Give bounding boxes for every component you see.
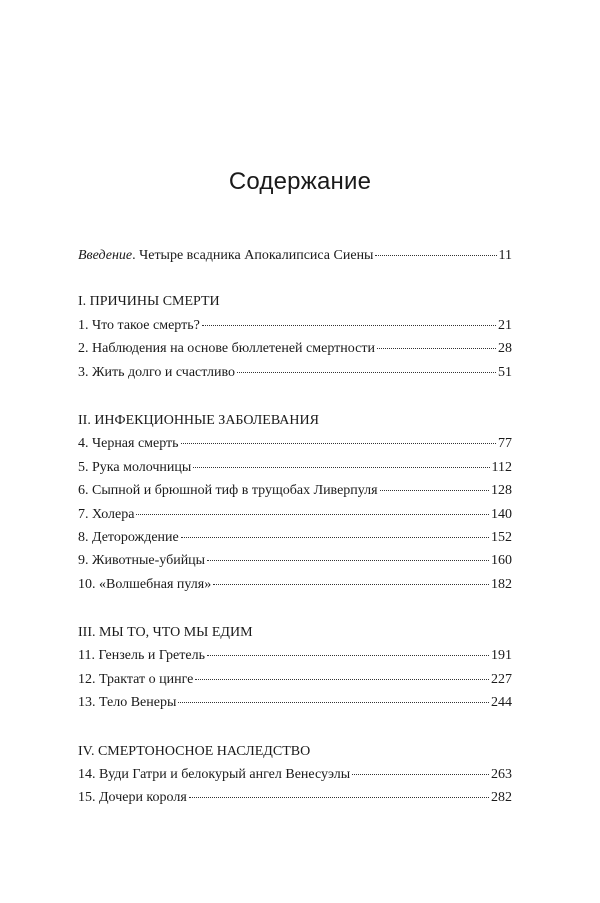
toc-entry-label: 8. Деторождение (78, 529, 179, 545)
toc-entry[interactable] (78, 337, 512, 360)
section-heading: II. ИНФЕКЦИОННЫЕ ЗАБОЛЕВАНИЯ (78, 412, 319, 428)
toc-entry[interactable] (78, 644, 512, 667)
toc-page-number: 51 (498, 364, 512, 380)
toc-entry[interactable] (78, 526, 512, 549)
toc-entry-label: 2. Наблюдения на основе бюллетеней смертности (78, 341, 375, 357)
toc-page-number: 152 (491, 529, 512, 545)
toc-entry[interactable] (78, 314, 512, 337)
toc-page-number: 11 (498, 248, 512, 263)
dot-leader (207, 560, 489, 561)
page-title: Содержание (228, 168, 372, 195)
intro-italic-label: Введение (78, 248, 133, 263)
section-heading: I. ПРИЧИНЫ СМЕРТИ (78, 294, 220, 310)
toc-entry[interactable] (78, 786, 512, 809)
dot-leader (380, 490, 489, 491)
dot-leader (352, 774, 489, 775)
toc-entry[interactable] (78, 479, 512, 502)
dot-leader (202, 325, 496, 326)
toc-entry-label: 5. Рука молочницы (78, 459, 192, 475)
dot-leader (237, 372, 496, 373)
toc-page-number: 128 (491, 483, 512, 499)
dot-leader (181, 537, 489, 538)
table-of-contents (78, 244, 512, 810)
section-heading: IV. СМЕРТОНОСНОЕ НАСЛЕДСТВО (78, 743, 311, 759)
dot-leader (189, 797, 489, 798)
toc-entry-label: 11. Гензель и Гретель (78, 648, 205, 664)
dot-leader (213, 584, 489, 585)
toc-entry-label: 12. Трактат о цинге (78, 671, 194, 687)
toc-entry-label (78, 244, 373, 267)
toc-entry-label: 9. Животные-убийцы (78, 553, 206, 569)
toc-entry-label: 6. Сыпной и брюшной тиф в трущобах Ливерпуля (78, 483, 378, 499)
dot-leader (195, 679, 489, 680)
toc-entry[interactable] (78, 456, 512, 479)
toc-entry[interactable] (78, 432, 512, 455)
toc-entry-label: 14. Вуди Гатри и белокурый ангел Венесуэлы (78, 767, 351, 783)
toc-page-number: 227 (491, 671, 512, 687)
intro-label-rest: . Четыре всадника Апокалипсиса Сиены (132, 248, 374, 263)
dot-leader (136, 514, 489, 515)
toc-entry-label: 10. «Волшебная пуля» (78, 576, 212, 592)
toc-page-number: 77 (498, 436, 512, 452)
toc-entry-label: 1. Что такое смерть? (78, 317, 200, 333)
toc-page-number: 263 (491, 767, 512, 783)
toc-entry-intro[interactable] (78, 244, 512, 267)
toc-entry[interactable] (78, 763, 512, 786)
toc-entry-label: 7. Холера (78, 506, 135, 522)
toc-page-number: 282 (491, 790, 512, 806)
toc-page-number: 160 (491, 553, 512, 569)
toc-entry-label: 13. Тело Венеры (78, 695, 177, 711)
toc-entry-label: 15. Дочери короля (78, 790, 187, 806)
dot-leader (178, 702, 489, 703)
toc-page-number: 140 (491, 506, 512, 522)
dot-leader (181, 443, 496, 444)
dot-leader (375, 255, 496, 256)
toc-entry[interactable] (78, 503, 512, 526)
toc-entry[interactable] (78, 691, 512, 714)
toc-entry[interactable] (78, 668, 512, 691)
toc-page-number: 21 (498, 317, 512, 333)
toc-page-number: 244 (491, 695, 512, 711)
toc-entry[interactable] (78, 573, 512, 596)
toc-entry[interactable] (78, 361, 512, 384)
toc-page-number: 191 (491, 648, 512, 664)
toc-page-number: 28 (498, 341, 512, 357)
toc-entry[interactable] (78, 549, 512, 572)
toc-page-number: 112 (491, 459, 512, 475)
dot-leader (193, 467, 489, 468)
toc-page-number: 182 (491, 576, 512, 592)
toc-entry-label: 3. Жить долго и счастливо (78, 364, 236, 380)
toc-entry-label: 4. Черная смерть (78, 436, 179, 452)
dot-leader (207, 655, 489, 656)
dot-leader (377, 348, 496, 349)
section-heading: III. МЫ ТО, ЧТО МЫ ЕДИМ (78, 625, 253, 641)
